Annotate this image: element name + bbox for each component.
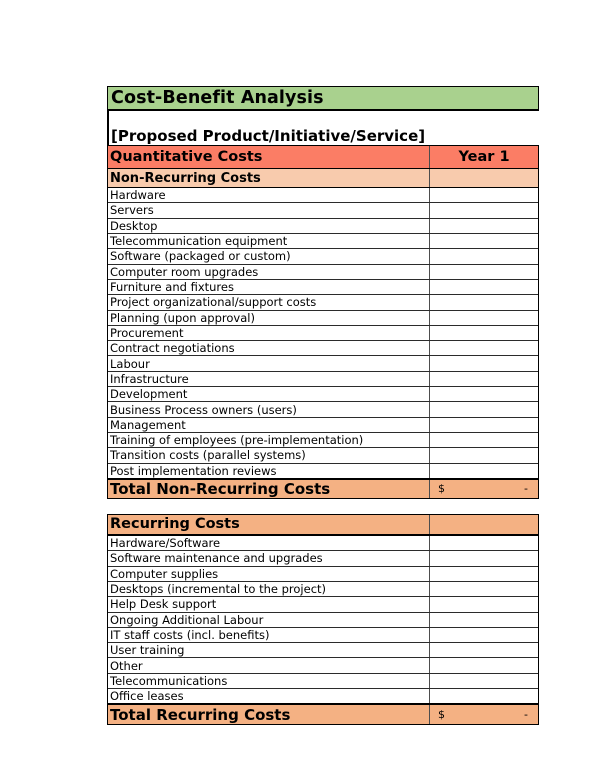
cost-item-label: Computer supplies bbox=[108, 567, 430, 581]
cost-item-row bbox=[108, 566, 538, 581]
cost-item-value-cell bbox=[430, 597, 538, 611]
non-recurring-costs-table bbox=[107, 145, 539, 499]
cost-item-value-cell bbox=[430, 628, 538, 642]
total-non-recurring-amount: - bbox=[524, 482, 528, 496]
cost-item-label: Hardware/Software bbox=[108, 536, 430, 550]
recurring-rows bbox=[108, 535, 538, 703]
cost-item-value-cell bbox=[430, 341, 538, 355]
cost-item-value-cell bbox=[430, 448, 538, 462]
cost-item-label: Servers bbox=[108, 203, 430, 217]
cost-item-label: Telecommunications bbox=[108, 674, 430, 688]
cost-item-row bbox=[108, 581, 538, 596]
cost-item-value-cell bbox=[430, 234, 538, 248]
cost-item-value-cell bbox=[430, 567, 538, 581]
page-title bbox=[107, 86, 539, 111]
cost-item-value-cell bbox=[430, 326, 538, 340]
cost-item-value-cell bbox=[430, 551, 538, 565]
recurring-section-value-cell bbox=[430, 515, 538, 534]
cost-item-label: Business Process owners (users) bbox=[108, 402, 430, 416]
cost-item-row bbox=[108, 386, 538, 401]
cost-item-row bbox=[108, 688, 538, 703]
cost-item-label: Infrastructure bbox=[108, 372, 430, 386]
cost-item-label: Development bbox=[108, 387, 430, 401]
cost-item-row bbox=[108, 657, 538, 672]
section-gap bbox=[107, 499, 539, 514]
cost-item-row bbox=[108, 627, 538, 642]
cost-item-value-cell bbox=[430, 643, 538, 657]
cost-item-label: Management bbox=[108, 418, 430, 432]
currency-symbol: $ bbox=[438, 708, 445, 722]
cost-item-row bbox=[108, 535, 538, 550]
cost-item-label: Other bbox=[108, 658, 430, 672]
cost-item-value-cell bbox=[430, 674, 538, 688]
cost-item-row bbox=[108, 432, 538, 447]
cost-item-row bbox=[108, 355, 538, 370]
cost-item-row bbox=[108, 371, 538, 386]
cost-item-label: Labour bbox=[108, 356, 430, 370]
cost-item-row bbox=[108, 187, 538, 202]
cost-item-value-cell bbox=[430, 536, 538, 550]
cost-item-value-cell bbox=[430, 249, 538, 263]
cost-item-value-cell bbox=[430, 582, 538, 596]
cost-item-value-cell bbox=[430, 372, 538, 386]
cost-item-row bbox=[108, 340, 538, 355]
cost-item-value-cell bbox=[430, 219, 538, 233]
cost-item-label: Telecommunication equipment bbox=[108, 234, 430, 248]
cost-item-row bbox=[108, 596, 538, 611]
cost-item-row bbox=[108, 325, 538, 340]
total-non-recurring-row bbox=[108, 478, 538, 498]
cost-item-value-cell bbox=[430, 464, 538, 478]
cost-item-value-cell bbox=[430, 356, 538, 370]
cost-item-value-cell bbox=[430, 402, 538, 416]
total-recurring-label: Total Recurring Costs bbox=[108, 705, 430, 724]
cost-item-value-cell bbox=[430, 689, 538, 703]
cost-item-label: IT staff costs (incl. benefits) bbox=[108, 628, 430, 642]
cost-item-row bbox=[108, 218, 538, 233]
cost-item-label: Computer room upgrades bbox=[108, 265, 430, 279]
cost-item-value-cell bbox=[430, 418, 538, 432]
cost-item-value-cell bbox=[430, 387, 538, 401]
cost-item-label: Desktops (incremental to the project) bbox=[108, 582, 430, 596]
quantitative-costs-header-row bbox=[108, 146, 538, 169]
cost-item-row bbox=[108, 463, 538, 478]
cost-item-label: Planning (upon approval) bbox=[108, 311, 430, 325]
total-non-recurring-label: Total Non-Recurring Costs bbox=[108, 480, 430, 498]
cost-item-value-cell bbox=[430, 311, 538, 325]
cost-item-row bbox=[108, 612, 538, 627]
recurring-section-label: Recurring Costs bbox=[108, 515, 430, 534]
recurring-section-row bbox=[108, 515, 538, 535]
cost-item-value-cell bbox=[430, 433, 538, 447]
quantitative-costs-header: Quantitative Costs bbox=[108, 146, 430, 168]
cost-item-value-cell bbox=[430, 265, 538, 279]
cost-item-value-cell bbox=[430, 203, 538, 217]
cost-item-label: Transition costs (parallel systems) bbox=[108, 448, 430, 462]
cost-item-value-cell bbox=[430, 613, 538, 627]
cost-item-row bbox=[108, 447, 538, 462]
subtitle-section bbox=[107, 111, 539, 145]
cost-item-label: Desktop bbox=[108, 219, 430, 233]
cost-item-row bbox=[108, 279, 538, 294]
year1-column-header: Year 1 bbox=[458, 149, 510, 165]
total-non-recurring-value-cell bbox=[430, 480, 538, 498]
total-recurring-amount: - bbox=[524, 708, 528, 722]
cost-item-row bbox=[108, 673, 538, 688]
non-recurring-rows bbox=[108, 187, 538, 478]
cost-item-label: Help Desk support bbox=[108, 597, 430, 611]
cost-item-value-cell bbox=[430, 188, 538, 202]
cost-item-label: Training of employees (pre-implementation) bbox=[108, 433, 430, 447]
cost-item-label: Project organizational/support costs bbox=[108, 295, 430, 309]
cost-item-label: Software (packaged or custom) bbox=[108, 249, 430, 263]
cost-item-label: Procurement bbox=[108, 326, 430, 340]
cost-item-label: Office leases bbox=[108, 689, 430, 703]
cost-item-label: Contract negotiations bbox=[108, 341, 430, 355]
cost-item-label: Ongoing Additional Labour bbox=[108, 613, 430, 627]
page-title-text: Cost-Benefit Analysis bbox=[111, 88, 324, 108]
total-recurring-value-cell bbox=[430, 705, 538, 724]
non-recurring-section-label: Non-Recurring Costs bbox=[108, 169, 430, 187]
cost-item-value-cell bbox=[430, 280, 538, 294]
cost-item-row bbox=[108, 642, 538, 657]
cost-item-row bbox=[108, 202, 538, 217]
cost-item-label: Post implementation reviews bbox=[108, 464, 430, 478]
cost-item-row bbox=[108, 248, 538, 263]
total-recurring-row bbox=[108, 703, 538, 724]
non-recurring-section-row bbox=[108, 169, 538, 187]
cost-item-row bbox=[108, 264, 538, 279]
recurring-costs-table bbox=[107, 514, 539, 725]
cost-item-label: Hardware bbox=[108, 188, 430, 202]
cost-item-row bbox=[108, 310, 538, 325]
cost-item-label: Software maintenance and upgrades bbox=[108, 551, 430, 565]
non-recurring-section-value-cell bbox=[430, 169, 538, 187]
cost-item-row bbox=[108, 233, 538, 248]
currency-symbol: $ bbox=[438, 482, 445, 496]
cost-item-row bbox=[108, 294, 538, 309]
cost-item-label: User training bbox=[108, 643, 430, 657]
cost-item-row bbox=[108, 417, 538, 432]
cost-item-row bbox=[108, 550, 538, 565]
cost-item-row bbox=[108, 401, 538, 416]
cost-item-value-cell bbox=[430, 295, 538, 309]
cost-item-value-cell bbox=[430, 658, 538, 672]
proposed-product-subtitle: [Proposed Product/Initiative/Service] bbox=[111, 127, 426, 145]
cost-item-label: Furniture and fixtures bbox=[108, 280, 430, 294]
cost-benefit-sheet bbox=[107, 86, 539, 725]
